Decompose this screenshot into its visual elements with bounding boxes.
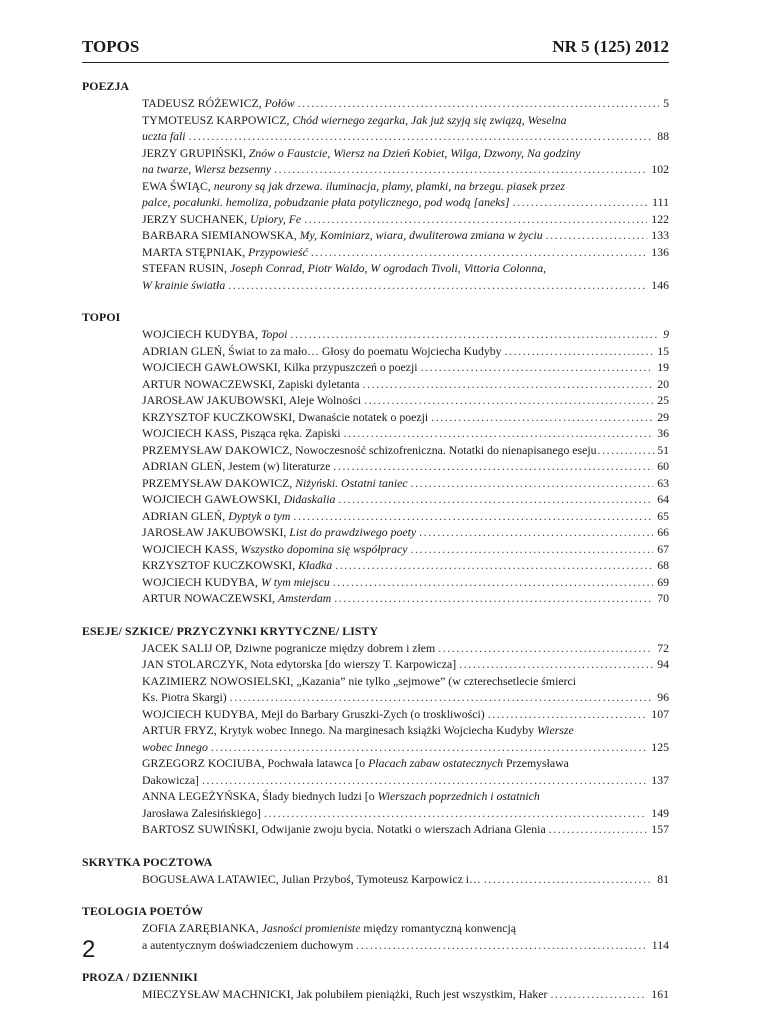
entry-list xyxy=(82,326,669,607)
entry-leader-line xyxy=(142,277,669,294)
entry-page-number: 65 xyxy=(657,508,669,523)
dot-leader xyxy=(459,656,653,673)
entry-text-line xyxy=(142,788,669,805)
section-title: ESEJE/ SZKICE/ PRZYCZYNKI KRYTYCZNE/ LISTY xyxy=(82,623,379,638)
entry-page-number: 122 xyxy=(651,211,669,226)
toc-entry xyxy=(142,491,669,508)
entry-list xyxy=(82,640,669,838)
entry-text-line xyxy=(142,640,435,657)
entry-text: ARTUR FRYZ, Krytyk wobec Innego. Na marginesach książki Wojciecha Kudyby xyxy=(142,723,537,737)
dot-leader xyxy=(438,640,653,657)
toc-entry xyxy=(142,557,669,574)
entry-title-italic: My, Kominiarz, wiara, dwuliterowa zmiana w życiu xyxy=(299,228,543,242)
entry-leader-line xyxy=(142,475,669,492)
entry-text: JAROSŁAW JAKUBOWSKI, Aleje Wolności xyxy=(142,393,362,407)
toc-entry xyxy=(142,722,669,755)
dot-leader xyxy=(363,376,654,393)
toc-entry xyxy=(142,95,669,112)
toc-entry xyxy=(142,409,669,426)
section-title: SKRYTKA POCZTOWA xyxy=(82,854,213,869)
dot-leader xyxy=(202,772,647,789)
entry-text-line xyxy=(142,442,597,459)
entry-text-line xyxy=(142,557,332,574)
entry-page-number: 133 xyxy=(651,228,669,242)
entry-leader-line xyxy=(142,937,669,954)
entry-leader-line xyxy=(142,227,669,244)
entry-text-line xyxy=(142,541,407,558)
entry-title-italic: List do prawdziwego poety xyxy=(289,525,417,539)
entry-text-line xyxy=(142,425,341,442)
entry-title-italic: Znów o Faustcie, Wiersz na Dzień Kobiet, Wilga, Dzwony, Na godziny xyxy=(248,145,581,160)
entry-text: TYMOTEUSZ KARPOWICZ, xyxy=(142,112,293,127)
toc-section xyxy=(82,624,669,838)
dot-leader xyxy=(264,805,647,822)
entry-leader-line xyxy=(142,805,669,822)
dot-leader xyxy=(364,392,653,409)
entry-leader-line xyxy=(142,821,669,838)
entry-text: STEFAN RUSIN, xyxy=(142,261,230,275)
toc-entry xyxy=(142,788,669,821)
dot-leader xyxy=(338,491,653,508)
entry-page-number: 67 xyxy=(657,541,669,556)
entry-title-italic: Wszystko dopomina się współpracy xyxy=(240,541,408,556)
entry-text-line xyxy=(142,326,287,343)
entry-text-line xyxy=(142,722,669,739)
entry-leader-line xyxy=(142,541,669,558)
entry-text-line xyxy=(142,706,485,723)
toc-entry xyxy=(142,508,669,525)
toc-entry xyxy=(142,673,669,706)
entry-text-line xyxy=(142,524,416,541)
toc-section xyxy=(82,904,669,953)
entry-text-line xyxy=(142,392,361,409)
entry-leader-line xyxy=(142,326,669,343)
entry-text: JACEK SALIJ OP, Dziwne pogranicze między dobrem i złem xyxy=(142,640,436,655)
entry-text: WOJCIECH KUDYBA, xyxy=(142,327,261,341)
dot-leader xyxy=(211,739,647,756)
entry-text: KRZYSZTOF KUCZKOWSKI, xyxy=(142,558,299,572)
toc-entry xyxy=(142,640,669,657)
toc-entry xyxy=(142,178,669,211)
entry-page-number: 66 xyxy=(657,525,669,539)
dot-leader xyxy=(333,574,653,591)
entry-title-italic: Topoi xyxy=(260,327,288,341)
entry-page-number: 137 xyxy=(651,772,669,787)
toc-entry xyxy=(142,260,669,293)
entry-leader-line xyxy=(142,392,669,409)
entry-page-number: 96 xyxy=(657,690,669,704)
dot-leader xyxy=(293,508,653,525)
entry-text-line xyxy=(142,590,331,607)
entry-title-italic: wobec Innego xyxy=(142,739,208,754)
entry-page-number: 136 xyxy=(651,244,669,259)
entry-text: JAN STOLARCZYK, Nota edytorska [do wierszy T. Karpowicza] xyxy=(142,657,457,671)
entry-leader-line xyxy=(142,95,669,112)
toc-entry xyxy=(142,145,669,178)
entry-title-italic: Połów xyxy=(264,96,295,110)
entry-text: Przemysława xyxy=(503,756,569,770)
entry-text-line xyxy=(142,821,546,838)
entry-leader-line xyxy=(142,739,669,756)
section-title: PROZA / DZIENNIKI xyxy=(82,970,198,984)
entry-text: ZOFIA ZARĘBIANKA, xyxy=(142,921,262,935)
page-number: 2 xyxy=(82,936,96,963)
entry-title-italic: Wierszach poprzednich i ostatnich xyxy=(377,789,540,803)
entry-list xyxy=(82,920,669,953)
toc-entry xyxy=(142,425,669,442)
entry-text-line xyxy=(142,161,271,178)
entry-text-line xyxy=(142,689,227,706)
entry-text: PRZEMYSŁAW DAKOWICZ, Nowoczesność schizofreniczna. Notatki do nienapisanego eseju xyxy=(142,442,597,457)
entry-text-line xyxy=(142,755,669,772)
entry-text-line xyxy=(142,871,481,888)
entry-leader-line xyxy=(142,244,669,261)
entry-text: Dakowicza] xyxy=(142,772,199,787)
dot-leader xyxy=(333,458,653,475)
dot-leader xyxy=(546,227,648,244)
entry-text-line xyxy=(142,920,669,937)
entry-text: JERZY SUCHANEK, xyxy=(142,211,251,226)
entry-text-line xyxy=(142,739,208,756)
entry-text-line xyxy=(142,277,225,294)
entry-page-number: 107 xyxy=(651,706,669,721)
entry-text-line xyxy=(142,986,547,1003)
toc-entry xyxy=(142,590,669,607)
entry-page-number: 70 xyxy=(657,591,669,605)
toc-entry xyxy=(142,227,669,244)
dot-leader xyxy=(334,590,653,607)
entry-text: a autentycznym doświadczeniem duchowym xyxy=(142,937,354,952)
entry-list xyxy=(82,871,669,888)
entry-text-line xyxy=(142,772,199,789)
entry-page-number: 51 xyxy=(657,442,669,457)
entry-title-italic: na twarze, Wiersz bezsenny xyxy=(142,162,272,176)
entry-leader-line xyxy=(142,442,669,459)
dot-leader xyxy=(484,871,653,888)
entry-page-number: 94 xyxy=(657,657,669,671)
dot-leader xyxy=(335,557,653,574)
entry-text-line xyxy=(142,937,353,954)
entry-text-line xyxy=(142,656,456,673)
entry-page-number: 9 xyxy=(663,327,669,341)
entry-leader-line xyxy=(142,772,669,789)
toc-entry xyxy=(142,541,669,558)
toc-section xyxy=(82,855,669,888)
journal-title: TOPOS xyxy=(82,37,140,56)
toc-entry xyxy=(142,821,669,838)
entry-title-italic: Niżyński. Ostatni taniec xyxy=(295,475,408,490)
entry-leader-line xyxy=(142,590,669,607)
entry-text: KRZYSZTOF KUCZKOWSKI, Dwanaście notatek o poezji xyxy=(142,409,429,424)
entry-page-number: 157 xyxy=(651,822,669,836)
toc-entry xyxy=(142,112,669,145)
dot-leader xyxy=(311,244,647,261)
entry-title-italic: Chód wiernego zegarka, Jak już szyją się związą, Weselna xyxy=(292,112,567,127)
entry-text-line xyxy=(142,508,290,525)
entry-text: MIECZYSŁAW MACHNICKI, Jak polubiłem pieniążki, Ruch jest wszystkim, Haker xyxy=(142,987,548,1001)
dot-leader xyxy=(488,706,648,723)
entry-leader-line xyxy=(142,689,669,706)
dot-leader xyxy=(410,541,653,558)
entry-title-italic: Kładka xyxy=(298,558,333,572)
entry-text: ADRIAN GLEŃ, xyxy=(142,508,229,523)
entry-leader-line xyxy=(142,557,669,574)
toc-section xyxy=(82,79,669,293)
entry-title-italic: Upiory, Fe xyxy=(250,211,302,226)
entry-page-number: 20 xyxy=(657,376,669,391)
entry-text: BOGUSŁAWA LATAWIEC, Julian Przyboś, Tymoteusz Karpowicz i… xyxy=(142,871,481,886)
entry-text-line xyxy=(142,805,261,822)
entry-text: Jarosława Zalesińskiego] xyxy=(142,805,261,820)
toc-entry xyxy=(142,244,669,261)
entry-title-italic: neurony są jak drzewa. iluminacja, plamy, plamki, na brzegu. piasek przez xyxy=(213,178,565,193)
entry-text: JAROSŁAW JAKUBOWSKI, xyxy=(142,525,290,539)
entry-title-italic: Dyptyk o tym xyxy=(228,508,291,523)
dot-leader xyxy=(550,986,647,1003)
entry-text-line xyxy=(142,95,295,112)
entry-text: ARTUR NOWACZEWSKI, xyxy=(142,591,278,605)
entry-leader-line xyxy=(142,409,669,426)
entry-text: KAZIMIERZ NOWOSIELSKI, „Kazania” nie tylko „sejmowe” (w czterechsetlecie śmierci xyxy=(142,673,577,688)
entry-leader-line xyxy=(142,458,669,475)
entry-text-line xyxy=(142,673,669,690)
entry-text-line xyxy=(142,260,669,277)
toc-entry xyxy=(142,475,669,492)
table-of-contents xyxy=(82,79,669,1020)
toc-entry xyxy=(142,755,669,788)
entry-leader-line xyxy=(142,211,669,228)
entry-text: ADRIAN GLEŃ, Jestem (w) literaturze xyxy=(142,459,331,473)
entry-text-line xyxy=(142,112,669,129)
entry-leader-line xyxy=(142,574,669,591)
running-header xyxy=(82,36,669,63)
toc-entry xyxy=(142,656,669,673)
dot-leader xyxy=(549,821,648,838)
dot-leader xyxy=(228,277,647,294)
entry-title-italic: W krainie światła xyxy=(142,277,226,292)
dot-leader xyxy=(411,475,654,492)
entry-page-number: 111 xyxy=(652,195,669,209)
entry-title-italic: Jasności promieniste xyxy=(261,921,361,935)
entry-text-line xyxy=(142,376,360,393)
toc-entry xyxy=(142,442,669,459)
entry-text-line xyxy=(142,458,330,475)
entry-page-number: 5 xyxy=(663,96,669,110)
entry-page-number: 64 xyxy=(657,492,669,506)
section-title: TOPOI xyxy=(82,310,121,324)
toc-entry xyxy=(142,376,669,393)
dot-leader xyxy=(274,161,647,178)
entry-page-number: 60 xyxy=(657,459,669,473)
toc-entry xyxy=(142,871,669,888)
entry-page-number: 102 xyxy=(651,162,669,176)
entry-text: PRZEMYSŁAW DAKOWICZ, xyxy=(142,475,296,490)
entry-leader-line xyxy=(142,706,669,723)
entry-leader-line xyxy=(142,194,669,211)
entry-text: EWA ŚWIĄC, xyxy=(142,178,214,193)
section-title: POEZJA xyxy=(82,79,130,93)
toc-entry xyxy=(142,343,669,360)
entry-leader-line xyxy=(142,524,669,541)
entry-title-italic: W tym miejscu xyxy=(260,574,330,589)
entry-leader-line xyxy=(142,376,669,393)
toc-entry xyxy=(142,392,669,409)
entry-text-line xyxy=(142,178,669,195)
entry-page-number: 81 xyxy=(657,871,669,886)
entry-page-number: 25 xyxy=(657,393,669,407)
dot-leader xyxy=(419,524,653,541)
entry-text: BARBARA SIEMIANOWSKA, xyxy=(142,228,300,242)
dot-leader xyxy=(230,689,654,706)
entry-text-line xyxy=(142,211,301,228)
entry-title-italic: palce, pocałunki. hemoliza, pobudzanie płata potylicznego, pod wodą [aneks] xyxy=(142,195,510,209)
toc-entry xyxy=(142,574,669,591)
entry-text-line xyxy=(142,475,408,492)
entry-list xyxy=(82,986,669,1003)
dot-leader xyxy=(431,409,653,426)
entry-page-number: 68 xyxy=(657,558,669,572)
issue-number: NR 5 (125) 2012 xyxy=(552,37,669,56)
dot-leader xyxy=(298,95,659,112)
entry-text-line xyxy=(142,343,502,360)
entry-text-line xyxy=(142,145,669,162)
entry-leader-line xyxy=(142,656,669,673)
dot-leader xyxy=(505,343,654,360)
entry-page-number: 19 xyxy=(657,360,669,374)
entry-title-italic: Wiersze xyxy=(537,723,574,737)
section-title: TEOLOGIA POETÓW xyxy=(82,904,204,918)
entry-leader-line xyxy=(142,871,669,888)
toc-entry xyxy=(142,359,669,376)
dot-leader xyxy=(290,326,659,343)
entry-text: WOJCIECH GAWŁOWSKI, Kilka przypuszczeń o poezji xyxy=(142,360,418,374)
entry-title-italic: Placach zabaw ostatecznych xyxy=(368,756,504,770)
entry-page-number: 36 xyxy=(657,426,669,440)
entry-text: WOJCIECH KUDYBA, Mejl do Barbary Gruszki-Zych (o troskliwości) xyxy=(142,706,485,721)
entry-text-line xyxy=(142,574,330,591)
entry-page-number: 114 xyxy=(651,937,669,952)
entry-leader-line xyxy=(142,508,669,525)
entry-page-number: 15 xyxy=(657,343,669,358)
entry-leader-line xyxy=(142,986,669,1003)
toc-entry xyxy=(142,706,669,723)
toc-entry xyxy=(142,920,669,953)
dot-leader xyxy=(304,211,647,228)
entry-page-number: 63 xyxy=(657,475,669,490)
entry-text-line xyxy=(142,194,510,211)
toc-entry xyxy=(142,458,669,475)
entry-leader-line xyxy=(142,491,669,508)
entry-list xyxy=(82,95,669,293)
entry-leader-line xyxy=(142,343,669,360)
toc-entry xyxy=(142,211,669,228)
entry-leader-line xyxy=(142,640,669,657)
entry-text: TADEUSZ RÓŻEWICZ, xyxy=(142,96,265,110)
toc-section xyxy=(82,970,669,1003)
entry-text-line xyxy=(142,128,186,145)
entry-text: JERZY GRUPIŃSKI, xyxy=(142,145,249,160)
entry-text: między romantyczną konwencją xyxy=(360,921,517,935)
entry-leader-line xyxy=(142,359,669,376)
toc-entry xyxy=(142,524,669,541)
entry-title-italic: Didaskalia xyxy=(283,492,336,506)
entry-text: ADRIAN GLEŃ, Świat to za mało… Głosy do poematu Wojciecha Kudyby xyxy=(142,343,502,358)
entry-text-line xyxy=(142,244,308,261)
dot-leader xyxy=(598,442,656,459)
entry-text: BARTOSZ SUWIŃSKI, Odwijanie zwoju bycia. Notatki o wierszach Adriana Glenia xyxy=(142,822,546,836)
entry-text: GRZEGORZ KOCIUBA, Pochwała latawca [o xyxy=(142,756,369,770)
entry-text: ARTUR NOWACZEWSKI, Zapiski dyletanta xyxy=(142,376,360,391)
entry-text: WOJCIECH KUDYBA, xyxy=(142,574,261,589)
entry-title-italic: Amsterdam xyxy=(277,591,332,605)
dot-leader xyxy=(513,194,649,211)
entry-title-italic: uczta fali xyxy=(142,129,186,143)
entry-page-number: 72 xyxy=(657,640,669,655)
entry-text: WOJCIECH KASS, Pisząca ręka. Zapiski xyxy=(142,426,341,440)
entry-page-number: 149 xyxy=(651,805,669,820)
entry-leader-line xyxy=(142,128,669,145)
entry-title-italic: Przypowieść xyxy=(248,244,308,259)
entry-text: MARTA STĘPNIAK, xyxy=(142,244,249,259)
entry-page-number: 69 xyxy=(657,574,669,589)
entry-page-number: 88 xyxy=(657,129,669,143)
dot-leader xyxy=(356,937,647,954)
toc-entry xyxy=(142,326,669,343)
entry-text-line xyxy=(142,409,428,426)
entry-text-line xyxy=(142,359,418,376)
entry-page-number: 125 xyxy=(651,739,669,754)
dot-leader xyxy=(344,425,654,442)
entry-text: Ks. Piotra Skargi) xyxy=(142,690,227,704)
entry-text-line xyxy=(142,227,543,244)
entry-leader-line xyxy=(142,425,669,442)
entry-text: ANNA LEGEŻYŃSKA, Ślady biednych ludzi [o xyxy=(142,789,378,803)
toc-entry xyxy=(142,986,669,1003)
entry-title-italic: Joseph Conrad, Piotr Waldo, W ogrodach Tivoli, Vittoria Colonna, xyxy=(229,261,547,275)
toc-section xyxy=(82,310,669,607)
entry-page-number: 161 xyxy=(651,987,669,1001)
entry-leader-line xyxy=(142,161,669,178)
entry-text: WOJCIECH GAWŁOWSKI, xyxy=(142,492,284,506)
dot-leader xyxy=(421,359,654,376)
entry-text-line xyxy=(142,491,335,508)
entry-page-number: 29 xyxy=(657,409,669,424)
entry-text: WOJCIECH KASS, xyxy=(142,541,241,556)
dot-leader xyxy=(189,128,654,145)
entry-page-number: 146 xyxy=(651,277,669,292)
